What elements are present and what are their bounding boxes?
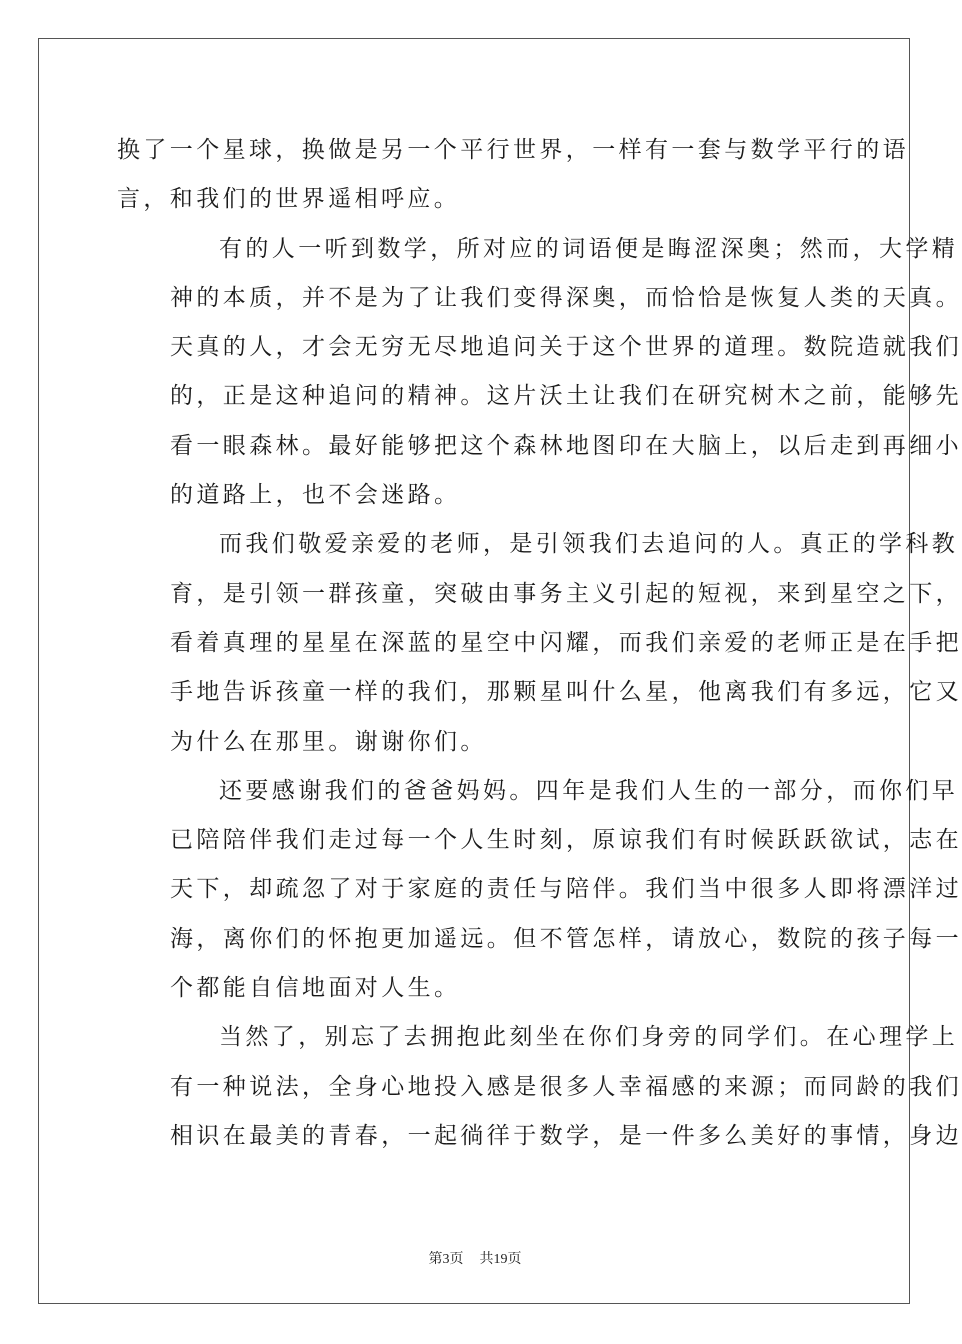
text-line: 已陪陪伴我们走过每一个人生时刻，原谅我们有时候跃跃欲试，志在 — [170, 827, 962, 854]
text-line: 个都能自信地面对人生。 — [170, 975, 461, 1002]
text-line: 看着真理的星星在深蓝的星空中闪耀，而我们亲爱的老师正是在手把 — [170, 629, 962, 656]
paragraph — [117, 767, 962, 1013]
page-total: 共19页 — [479, 1252, 522, 1267]
text-line: 海，离你们的怀抱更加遥远。但不管怎样，请放心，数院的孩子每一 — [170, 925, 962, 952]
text-line: 为什么在那里。谢谢你们。 — [170, 728, 487, 755]
paragraph — [117, 1013, 962, 1161]
text-line: 天下，却疏忽了对于家庭的责任与陪伴。我们当中很多人即将漂洋过 — [170, 876, 962, 903]
text-line: 手地告诉孩童一样的我们，那颗星叫什么星，他离我们有多远，它又 — [170, 679, 962, 706]
text-line: 看一眼森林。最好能够把这个森林地图印在大脑上，以后走到再细小 — [170, 432, 962, 459]
page-number: 第3页 — [428, 1252, 464, 1267]
text-line: 相识在最美的青春，一起徜徉于数学，是一件多么美好的事情，身边 — [170, 1122, 962, 1149]
text-line: 有的人一听到数学，所对应的词语便是晦涩深奥；然而，大学精 — [219, 235, 959, 262]
text-line: 换了一个星球，换做是另一个平行世界，一样有一套与数学平行的语 — [117, 137, 909, 163]
text-line: 有一种说法，全身心地投入感是很多人幸福感的来源；而同龄的我们 — [170, 1073, 962, 1100]
text-line: 育，是引领一群孩童，突破由事务主义引起的短视，来到星空之下， — [170, 580, 962, 607]
document-body — [117, 126, 962, 1161]
text-line: 还要感谢我们的爸爸妈妈。四年是我们人生的一部分，而你们早 — [219, 777, 959, 804]
paragraph — [117, 126, 909, 225]
text-line: 的道路上，也不会迷路。 — [170, 482, 461, 509]
text-line: 神的本质，并不是为了让我们变得深奥，而恰恰是恢复人类的天真。 — [170, 284, 962, 311]
text-line: 天真的人，才会无穷无尽地追问关于这个世界的道理。数院造就我们 — [170, 334, 962, 361]
page-footer — [0, 1248, 950, 1268]
paragraph — [117, 520, 962, 766]
text-line: 而我们敬爱亲爱的老师，是引领我们去追问的人。真正的学科教 — [219, 531, 959, 558]
paragraph — [117, 225, 962, 521]
text-line: 言，和我们的世界遥相呼应。 — [117, 186, 461, 213]
text-line: 的，正是这种追问的精神。这片沃土让我们在研究树木之前，能够先 — [170, 383, 962, 410]
text-line: 当然了，别忘了去拥抱此刻坐在你们身旁的同学们。在心理学上 — [219, 1024, 959, 1051]
